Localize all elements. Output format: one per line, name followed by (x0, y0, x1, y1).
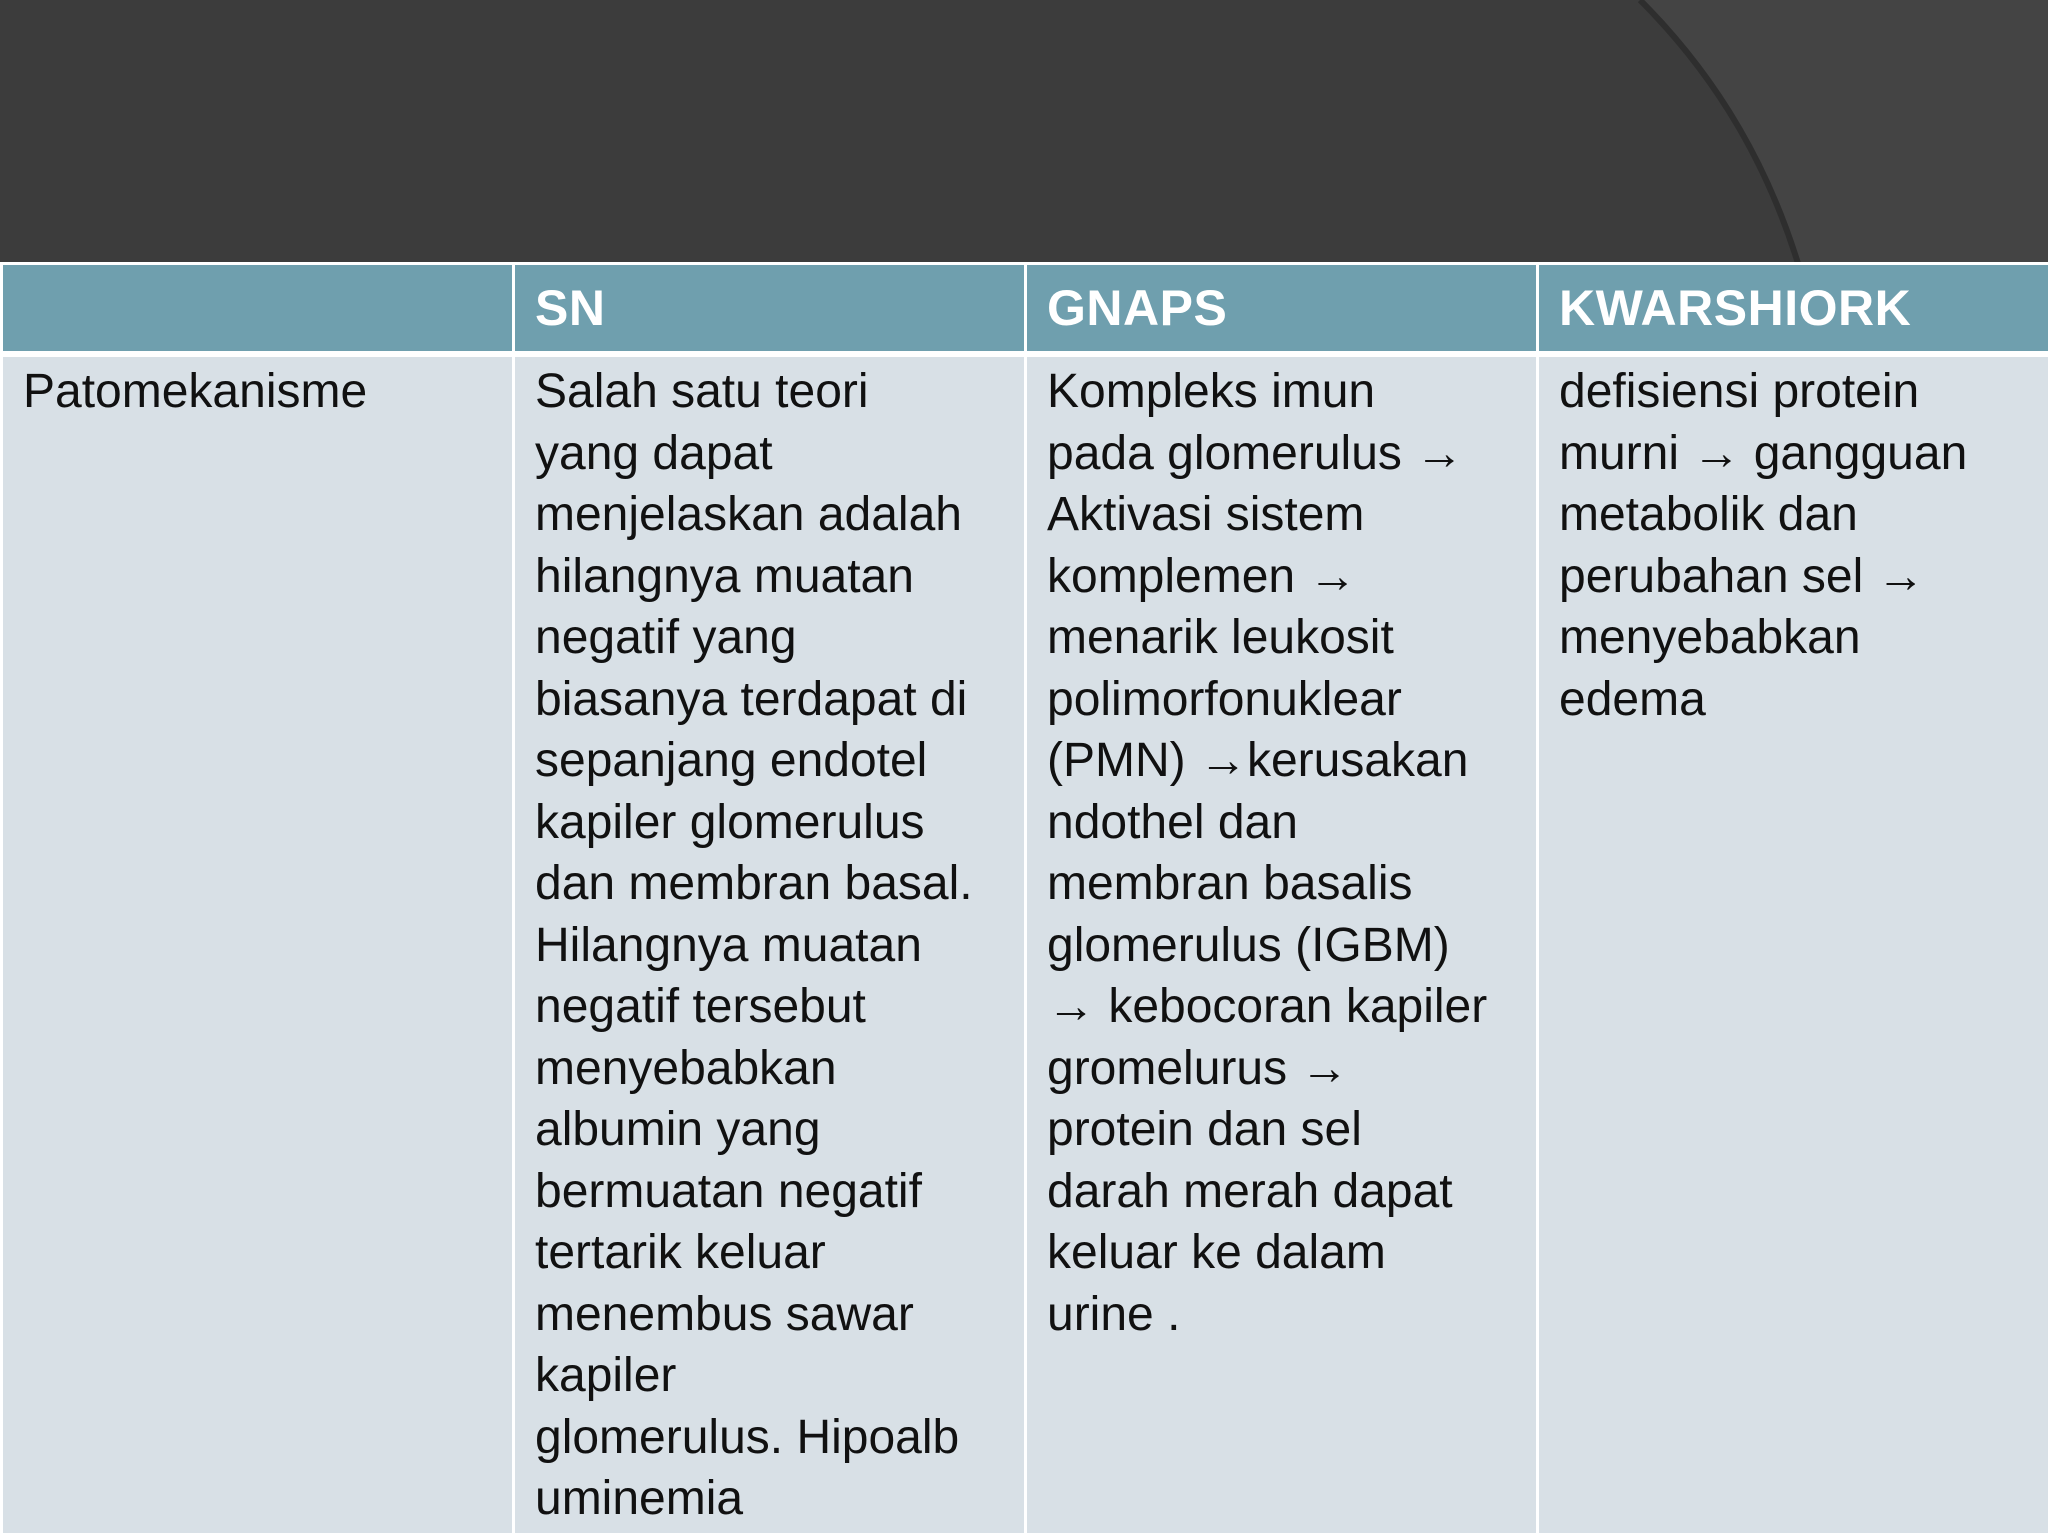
comparison-table (0, 262, 2048, 1536)
row-label-patomekanisme: Patomekanisme (2, 354, 514, 1535)
header-cell-gnaps: GNAPS (1026, 264, 1538, 355)
background-decoration (0, 0, 2048, 270)
table-row (2, 354, 2048, 1535)
header-cell-empty (2, 264, 514, 355)
comparison-table-container (0, 262, 2048, 1536)
header-cell-kwarshiork: KWARSHIORK (1538, 264, 2048, 355)
cell-sn-patomekanisme: Salah satu teori yang dapat menjelaskan adalah hilangnya muatan negatif yang biasanya terdapat di sepanjang endotel kapiler glomerulus dan membran basal. Hilangnya muatan negatif tersebut menyebabkan albumin yang bermuatan negatif tertarik keluar menembus sawar kapiler glomerulus. Hipoalb uminemia (514, 354, 1026, 1535)
header-cell-sn: SN (514, 264, 1026, 355)
cell-kwarshiork-patomekanisme: defisiensi protein murni → gangguan metabolik dan perubahan sel → menyebabkan edema (1538, 354, 2048, 1535)
cell-gnaps-patomekanisme: Kompleks imun pada glomerulus → Aktivasi sistem komplemen → menarik leukosit polimorfonuklear (PMN) →kerusakan ndothel dan membran basalis glomerulus (IGBM) → kebocoran kapiler gromelurus → protein dan sel darah merah dapat keluar ke dalam urine . (1026, 354, 1538, 1535)
table-header-row (2, 264, 2048, 355)
